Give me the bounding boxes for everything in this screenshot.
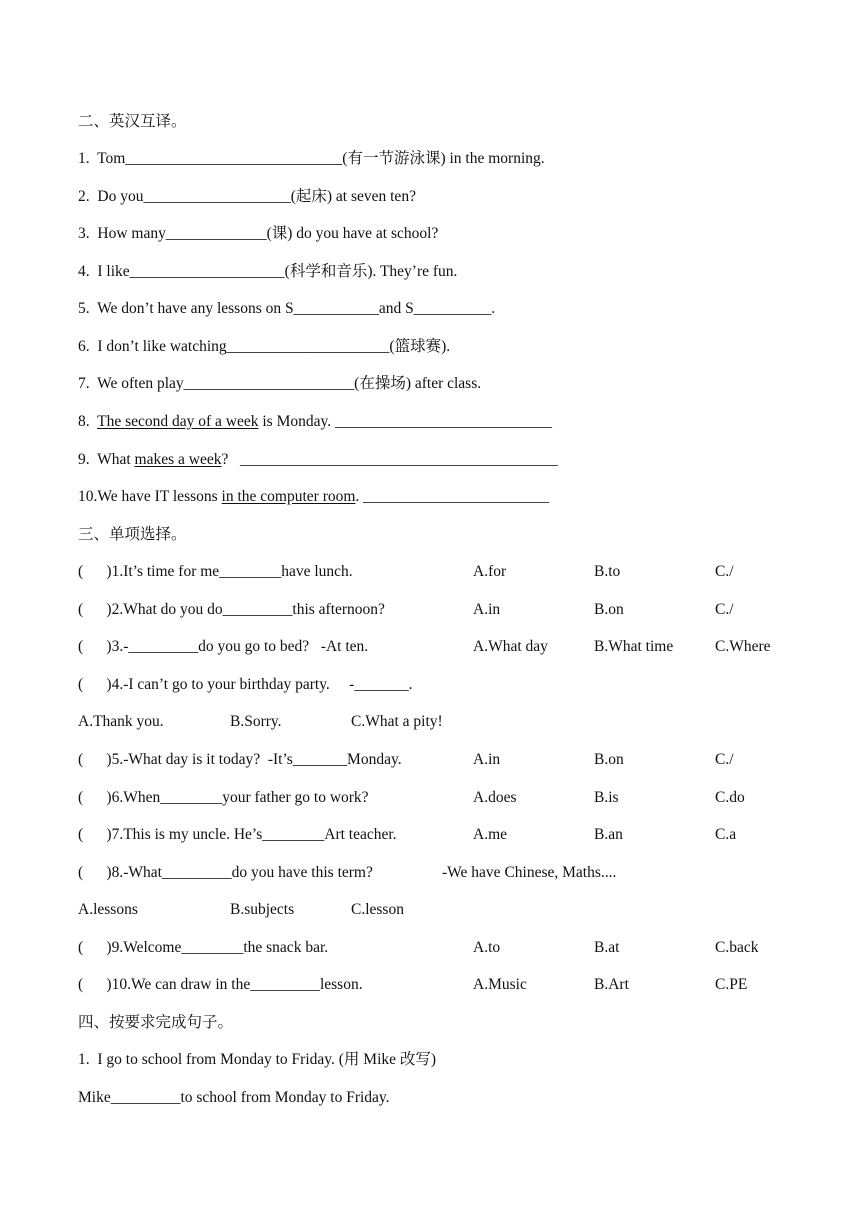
choice-question-10-option-c: C.PE [715,976,748,993]
section-3-heading: 三、单项选择。 [78,526,187,543]
rewrite-item-1-answer-line: Mike_________to school from Monday to Friday. [78,1089,390,1106]
choice-question-1-option-c: C./ [715,563,734,580]
choice-question-3-option-a: A.What day [473,638,548,655]
choice-question-5-option-c: C./ [715,751,734,768]
choice-question-5-option-b: B.on [594,751,624,768]
choice-question-4-option-c: C.What a pity! [351,713,443,730]
translation-item-1: 1. Tom____________________________(有一节游泳课) in the morning. [78,150,545,167]
choice-question-7-option-b: B.an [594,826,623,843]
choice-question-5-option-a: A.in [473,751,501,768]
choice-question-9-option-b: B.at [594,939,620,956]
choice-question-4-option-a: A.Thank you. [78,713,164,730]
choice-question-9-option-c: C.back [715,939,759,956]
choice-question-2-option-c: C./ [715,601,734,618]
choice-question-1-stem: ( )1.It’s time for me________have lunch. [78,563,353,580]
choice-question-6-stem: ( )6.When________your father go to work? [78,789,369,806]
choice-question-6-option-b: B.is [594,789,619,806]
translation-item-9: 9. What makes a week? _________________________________________ [78,451,558,468]
choice-question-1-option-a: A.for [473,563,507,580]
translation-item-2: 2. Do you___________________(起床) at seven ten? [78,188,416,205]
choice-question-6-option-a: A.does [473,789,517,806]
translation-item-10: 10.We have IT lessons in the computer room. ________________________ [78,488,550,505]
translation-item-6: 6. I don’t like watching_____________________(篮球赛). [78,338,451,355]
choice-question-8-option-c: C.lesson [351,901,404,918]
choice-question-9-option-a: A.to [473,939,501,956]
choice-question-3-stem: ( )3.-_________do you go to bed? -At ten. [78,638,369,655]
choice-question-8-option-a: A.lessons [78,901,138,918]
choice-question-4-stem: ( )4.-I can’t go to your birthday party. -_______. [78,676,413,693]
choice-question-2-option-a: A.in [473,601,501,618]
translation-item-8: 8. The second day of a week is Monday. ____________________________ [78,413,552,430]
choice-question-3-option-c: C.Where [715,638,771,655]
choice-question-8-stem: ( )8.-What_________do you have this term? [78,864,373,881]
choice-question-8-option-b: B.subjects [230,901,295,918]
translation-item-5: 5. We don’t have any lessons on S___________and S__________. [78,300,496,317]
translation-item-4: 4. I like____________________(科学和音乐). They’re fun. [78,263,458,280]
choice-question-7-option-a: A.me [473,826,508,843]
choice-question-10-stem: ( )10.We can draw in the_________lesson. [78,976,363,993]
choice-question-3-option-b: B.What time [594,638,674,655]
choice-question-8-stem-reply: -We have Chinese, Maths.... [442,864,617,881]
translation-item-7: 7. We often play______________________(在操场) after class. [78,375,482,392]
choice-question-1-option-b: B.to [594,563,621,580]
choice-question-7-option-c: C.a [715,826,737,843]
choice-question-10-option-b: B.Art [594,976,629,993]
choice-question-9-stem: ( )9.Welcome________the snack bar. [78,939,329,956]
translation-item-3: 3. How many_____________(课) do you have at school? [78,225,439,242]
section-2-heading: 二、英汉互译。 [78,113,187,130]
choice-question-4-option-b: B.Sorry. [230,713,282,730]
choice-question-10-option-a: A.Music [473,976,527,993]
choice-question-2-stem: ( )2.What do you do_________this afternoon? [78,601,385,618]
choice-question-6-option-c: C.do [715,789,745,806]
section-4-heading: 四、按要求完成句子。 [78,1014,234,1031]
choice-question-7-stem: ( )7.This is my uncle. He’s________Art teacher. [78,826,397,843]
rewrite-item-1: 1. I go to school from Monday to Friday. (用 Mike 改写) [78,1051,437,1068]
choice-question-2-option-b: B.on [594,601,624,618]
choice-question-5-stem: ( )5.-What day is it today? -It’s_______Monday. [78,751,402,768]
